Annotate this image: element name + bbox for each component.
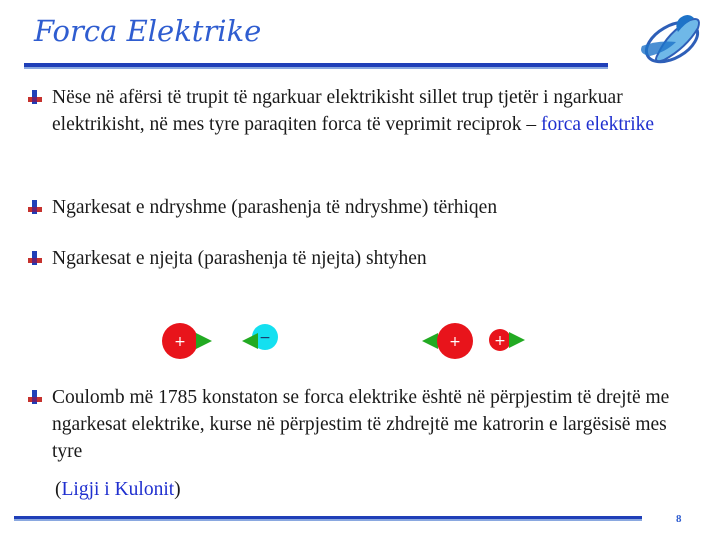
repel-pair: [426, 323, 521, 359]
bullet-text: Ngarkesat e njejta (parashenja të njejta) shtyhen: [52, 248, 427, 269]
bullet-item-2: [28, 194, 688, 221]
charge-sign: +: [494, 333, 506, 349]
charge-sign: +: [174, 334, 186, 350]
paren-close: ): [174, 479, 181, 500]
title-divider: [24, 63, 624, 71]
bullet-item-4: [28, 384, 688, 465]
law-line: [55, 476, 181, 503]
bullet-icon: [28, 200, 42, 214]
charges-diagram: [150, 318, 560, 368]
page-number: 8: [676, 513, 682, 525]
footer-divider: [14, 516, 664, 524]
bullet-icon: [28, 90, 42, 104]
bullet-item-3: [28, 245, 688, 272]
bullet-text: Nëse në afërsi të trupit të ngarkuar elektrikisht sillet trup tjetër i ngarkuar elektrikisht, në mes tyre paraqiten forca të veprimit reciprok –: [52, 87, 623, 135]
bullet-text: Ngarkesat e ndryshme (parashenja të ndryshme) tërhiqen: [52, 197, 498, 218]
logo-icon: [628, 10, 718, 68]
slide-title: Forca Elektrike: [34, 14, 262, 48]
law-name: Ligji i Kulonit: [61, 479, 175, 500]
bullet-icon: [28, 251, 42, 265]
charge-sign: −: [259, 330, 271, 346]
attract-pair: [162, 323, 278, 359]
highlight-term: forca elektrike: [540, 114, 655, 135]
charge-sign: +: [449, 334, 461, 350]
paren-open: (: [55, 479, 62, 500]
bullet-item-1: [28, 84, 688, 138]
bullet-icon: [28, 390, 42, 404]
bullet-text: Coulomb më 1785 konstaton se forca elektrike është në përpjestim të drejtë me ngarkesat elektrike, kurse në përpjestim të zhdrejtë me katrorin e largësisë mes tyre: [52, 387, 670, 462]
